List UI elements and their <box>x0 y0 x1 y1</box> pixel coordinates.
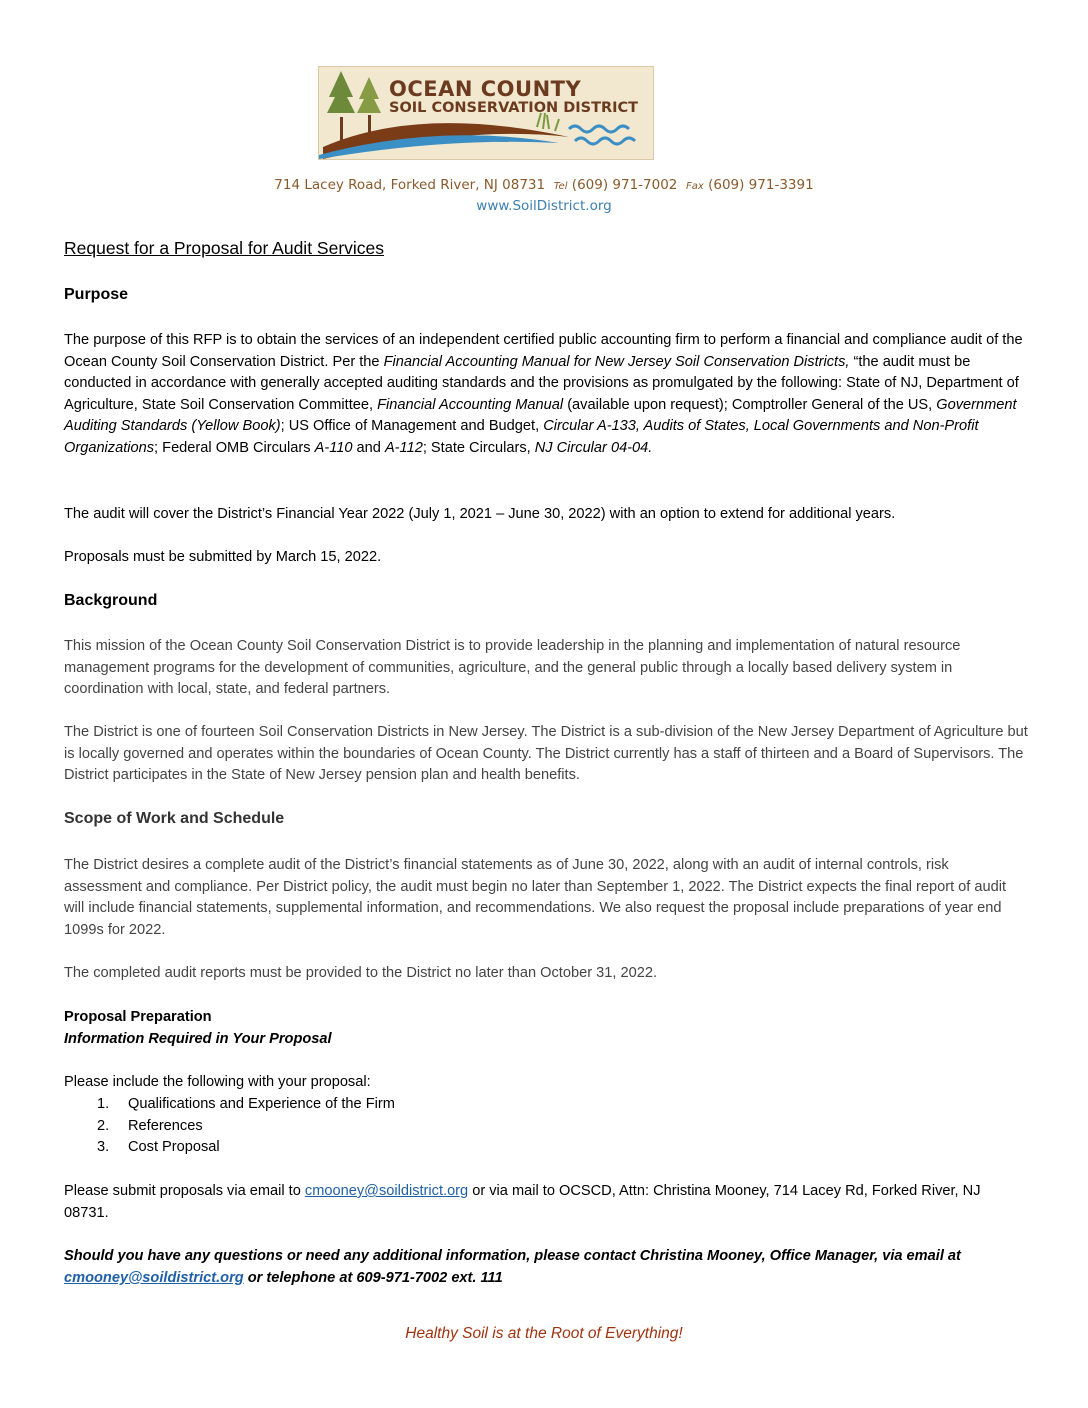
purpose-paragraph: The purpose of this RFP is to obtain the services of an independent certified public accounting firm to perform a financial and compliance audit of the Ocean County Soil Conservation District. Per the Financial Accounting Manual for New Jersey Soil Conservation Districts, “the audit must be conducted in accordance with generally accepted auditing standards and the provisions as promulgated by the following: State of NJ, Department of Agriculture, State Soil Conservation Committee, Financial Accounting Manual (available upon request); Comptroller General of the US, Government Auditing Standards (Yellow Book); US Office of Management and Budget, Circular A-133, Audits of States, Local Governments and Non-Profit Organizations; Federal OMB Circulars A-110 and A-112; State Circulars, NJ Circular 04-04. <box>64 332 1023 456</box>
contact-email-link[interactable]: cmooney@soildistrict.org <box>64 1269 244 1286</box>
logo-org-line1: OCEAN COUNTY <box>389 77 582 101</box>
footer-motto: Healthy Soil is at the Root of Everything! <box>405 1325 683 1342</box>
address: 714 Lacey Road, Forked River, NJ 08731 <box>274 177 546 193</box>
background-heading: Background <box>64 592 158 609</box>
list-item: 2. References <box>97 1117 203 1134</box>
proposal-subheading: Information Required in Your Proposal <box>64 1031 332 1047</box>
contact-paragraph: Should you have any questions or need any additional information, please contact Christina Mooney, Office Manager, via email at cmooney@soildistrict.org or telephone at 609-971-7002 ext. 111 <box>64 1248 961 1286</box>
submission-paragraph: Please submit proposals via email to cmooney@soildistrict.org or via mail to OCSCD, Attn: Christina Mooney, 714 Lacey Rd, Forked River, NJ 08731. <box>64 1183 981 1221</box>
fax-number: (609) 971-3391 <box>708 177 814 193</box>
tel-number: (609) 971-7002 <box>571 177 678 193</box>
district-logo <box>318 66 654 160</box>
website[interactable]: www.SoilDistrict.org <box>476 198 612 214</box>
list-item: 1. Qualifications and Experience of the Firm <box>97 1096 395 1112</box>
scope-paragraph: The District desires a complete audit of the District’s financial statements as of June 30, 2022, along with an audit of internal controls, risk assessment and compliance. Per District policy, the audit must begin no later than September 1, 2022. The District expects the final report of audit will include financial statements, supplemental information, and recommendations. We also request the proposal include preparations of year end 1099s for 2022. <box>64 857 1007 938</box>
document-title: Request for a Proposal for Audit Services <box>64 238 385 258</box>
list-item: 3. Cost Proposal <box>97 1139 220 1156</box>
proposal-heading: Proposal Preparation <box>64 1009 212 1025</box>
proposal-intro: Please include the following with your proposal: <box>64 1074 371 1090</box>
logo-org-line2: SOIL CONSERVATION DISTRICT <box>389 100 639 116</box>
district-info-paragraph: The District is one of fourteen Soil Conservation Districts in New Jersey. The District is a sub-division of the New Jersey Department of Agriculture but is locally governed and operates within the boundaries of Ocean County. The District currently has a staff of thirteen and a Board of Supervisors. The District participates in the State of New Jersey pension plan and health benefits. <box>64 724 1028 784</box>
fax-label: Fax <box>685 181 704 192</box>
mission-paragraph: This mission of the Ocean County Soil Conservation District is to provide leadership in the planning and implementation of natural resource management programs for the development of communities, agriculture, and the general public through a locally based delivery system in coordination with local, state, and federal partners. <box>64 638 961 698</box>
submission-deadline-paragraph: Proposals must be submitted by March 15, 2022. <box>64 549 382 565</box>
audit-period-paragraph: The audit will cover the District’s Financial Year 2022 (July 1, 2021 – June 30, 2022) with an option to extend for additional years. <box>64 506 896 522</box>
purpose-heading: Purpose <box>64 286 129 303</box>
scope-heading: Scope of Work and Schedule <box>64 810 285 827</box>
letterhead-address-line <box>0 177 1088 193</box>
email-link[interactable]: cmooney@soildistrict.org <box>304 1183 469 1199</box>
completion-deadline-paragraph: The completed audit reports must be provided to the District no later than October 31, 2022. <box>64 965 657 981</box>
tel-label: Tel <box>553 181 568 192</box>
requirements-list <box>64 1094 395 1159</box>
